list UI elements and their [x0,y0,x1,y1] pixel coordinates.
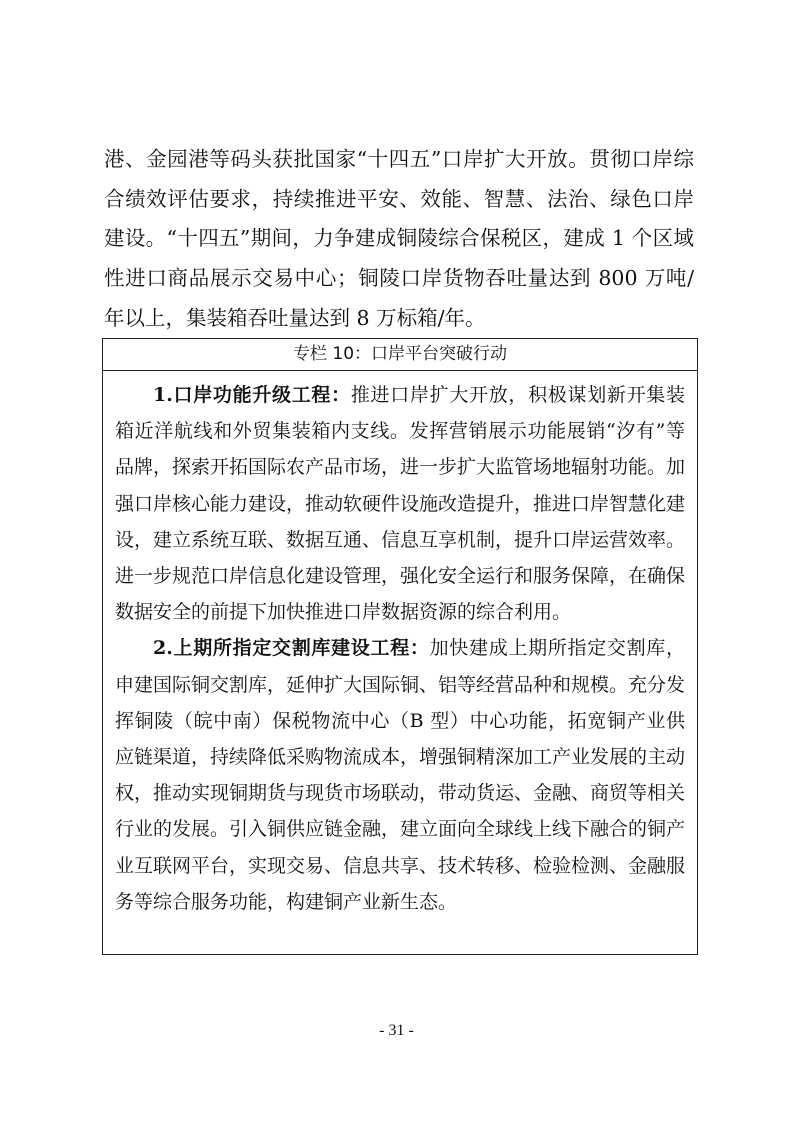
box-item-2 [115,630,685,920]
box-item-1-title: 1.口岸功能升级工程： [153,384,351,406]
page-number: - 31 - [379,1022,414,1039]
intro-text: 港、金园港等码头获批国家“十四五”口岸扩大开放。贯彻口岸综合绩效评估要求，持续推进平安、效能、智慧、法治、绿色口岸建设。“十四五”期间，力争建成铜陵综合保税区，建成 1 个区域性进口商品展示交易中心；铜陵口岸货物吞吐量达到 800 万吨/年以上，集装箱吞吐量达到 8 万标箱/年。 [104,147,694,330]
box-item-2-text: 加快建成上期所指定交割库，申建国际铜交割库，延伸扩大国际铜、铝等经营品种和规模。充分发挥铜陵（皖中南）保税物流中心（B 型）中心功能，拓宽铜产业供应链渠道，持续降低采购物流成本，增强铜精深加工产业发展的主动权，推动实现铜期货与现货市场联动，带动货运、金融、商贸等相关行业的发展。引入铜供应链金融，建立面向全球线上线下融合的铜产业互联网平台，实现交易、信息共享、技术转移、检验检测、金融服务等综合服务功能，构建铜产业新生态。 [115,637,686,913]
box-item-1 [115,377,685,630]
intro-paragraph [104,140,694,339]
box-item-1-text: 推进口岸扩大开放，积极谋划新开集装箱近洋航线和外贸集装箱内支线。发挥营销展示功能展销“汐有”等品牌，探索开拓国际农产品市场，进一步扩大监管场地辐射功能。加强口岸核心能力建设，推动软硬件设施改造提升，推进口岸智慧化建设，建立系统互联、数据互通、信息互享机制，提升口岸运营效率。进一步规范口岸信息化建设管理，强化安全运行和服务保障，在确保数据安全的前提下加快推进口岸数据资源的综合利用。 [115,384,686,624]
box-item-2-title: 2.上期所指定交割库建设工程： [153,637,430,660]
feature-box-body [103,371,697,920]
feature-box-title: 专栏 10：口岸平台突破行动 [103,339,697,371]
feature-box [102,338,698,955]
